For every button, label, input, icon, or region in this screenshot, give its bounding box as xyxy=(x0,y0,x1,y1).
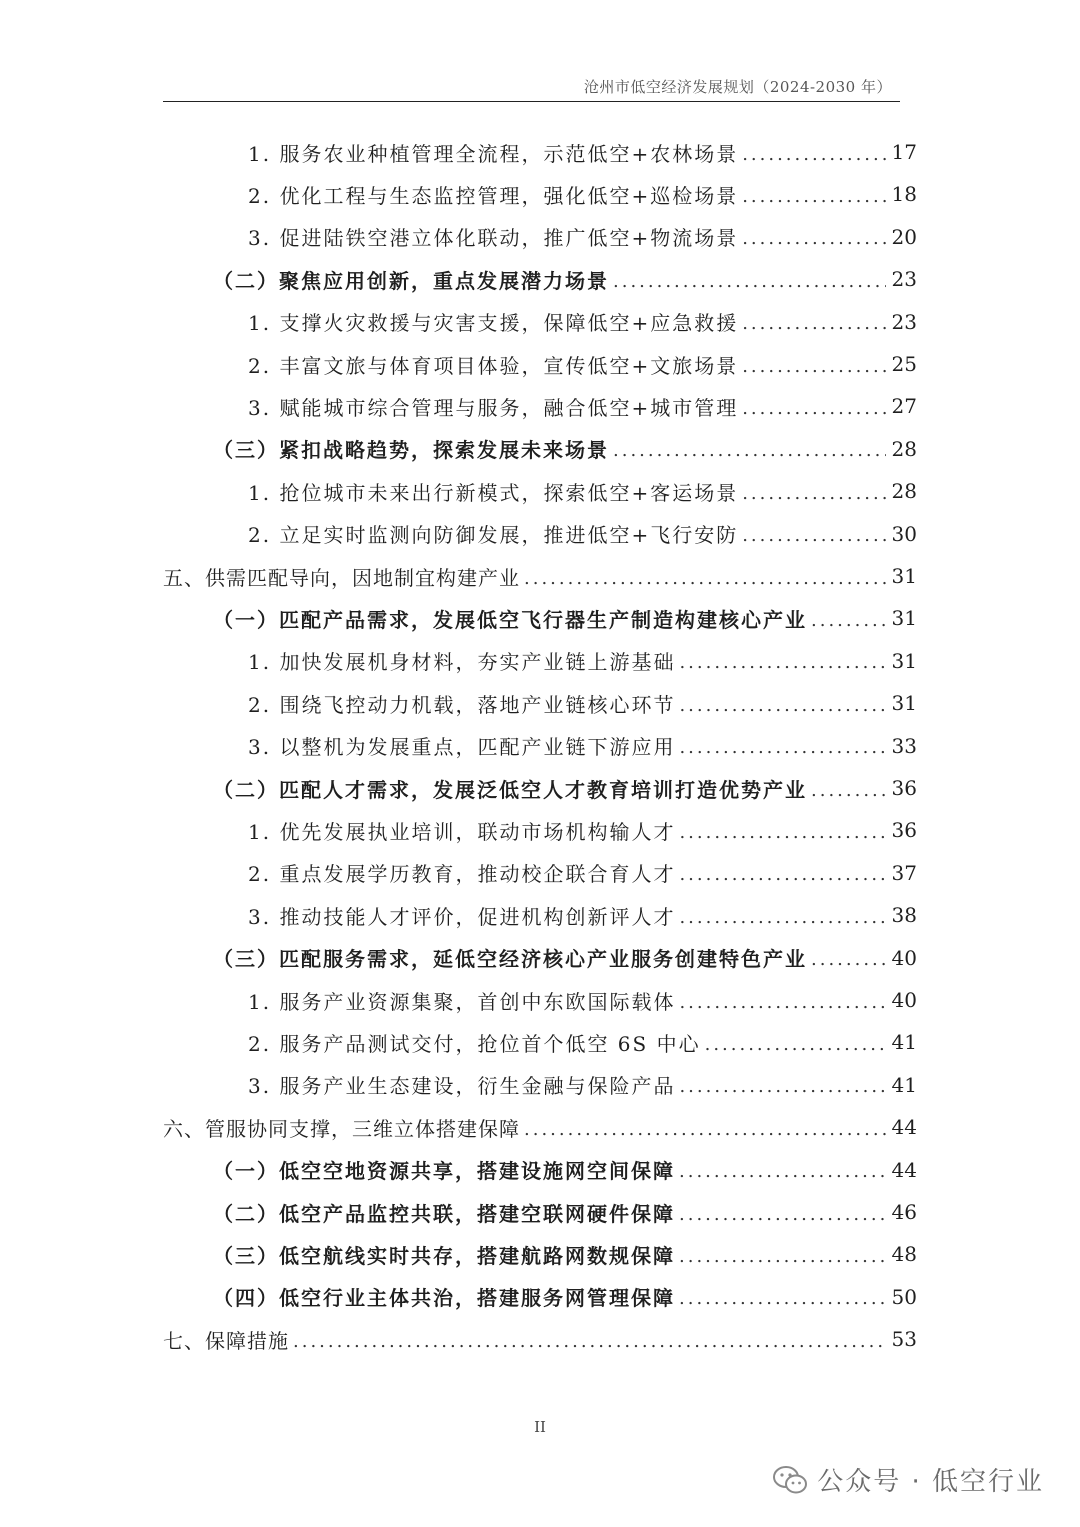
toc-entry-title: （三）匹配服务需求，延低空经济核心产业服务创建特色产业 xyxy=(213,947,807,972)
toc-entry-title: 2. 优化工程与生态监控管理，强化低空+巡检场景 xyxy=(248,183,739,208)
watermark-text: 公众号 · 低空行业 xyxy=(817,1467,1044,1497)
toc-entry[interactable] xyxy=(163,1106,917,1148)
toc-entry[interactable] xyxy=(248,682,917,724)
toc-entry-page: 53 xyxy=(891,1327,917,1352)
toc-entry-page: 20 xyxy=(891,224,917,249)
toc-dot-leader xyxy=(679,1076,885,1097)
toc-entry-page: 44 xyxy=(891,1157,917,1182)
toc-entry-page: 31 xyxy=(891,691,917,716)
toc-entry-page: 36 xyxy=(891,776,917,800)
toc-entry-page: 38 xyxy=(891,903,917,928)
toc-dot-leader xyxy=(679,737,885,758)
toc-entry-page: 30 xyxy=(891,521,917,546)
toc-entry-title: （一）低空空地资源共享，搭建设施网空间保障 xyxy=(213,1159,675,1184)
toc-entry[interactable] xyxy=(248,173,917,215)
toc-entry-title: 3. 赋能城市综合管理与服务，融合低空+城市管理 xyxy=(248,395,739,420)
toc-entry-title: （三）紧扣战略趋势，探索发展未来场景 xyxy=(213,438,609,463)
toc-entry-page: 28 xyxy=(891,479,917,504)
toc-entry-page: 18 xyxy=(891,182,917,207)
toc-entry[interactable] xyxy=(248,894,917,936)
toc-dot-leader xyxy=(679,1204,886,1225)
toc-dot-leader xyxy=(811,610,886,631)
toc-entry[interactable] xyxy=(248,640,917,682)
toc-entry[interactable] xyxy=(213,1276,917,1318)
toc-dot-leader xyxy=(811,949,886,970)
toc-entry-title: 1. 抢位城市未来出行新模式，探索低空+客运场景 xyxy=(248,480,739,505)
toc-entry-page: 25 xyxy=(891,352,917,376)
toc-dot-leader xyxy=(742,483,885,504)
toc-dot-leader xyxy=(679,695,885,716)
toc-entry-title: 2. 重点发展学历教育，推动校企联合育人才 xyxy=(248,862,676,887)
toc-dot-leader xyxy=(679,1288,886,1309)
toc-entry-title: （三）低空航线实时共存，搭建航路网数规保障 xyxy=(213,1243,675,1268)
toc-entry-page: 48 xyxy=(891,1242,917,1267)
toc-dot-leader xyxy=(679,992,885,1013)
toc-dot-leader xyxy=(524,568,886,589)
toc-entry-page: 17 xyxy=(891,140,917,164)
toc-dot-leader xyxy=(524,1119,886,1140)
toc-dot-leader xyxy=(613,440,886,461)
toc-entry-page: 31 xyxy=(891,606,917,631)
toc-dot-leader xyxy=(742,186,885,207)
toc-dot-leader xyxy=(742,313,885,334)
toc-entry-page: 27 xyxy=(891,394,917,419)
toc-entry-title: （四）低空行业主体共治，搭建服务网管理保障 xyxy=(213,1286,675,1311)
toc-dot-leader xyxy=(679,864,885,885)
toc-dot-leader xyxy=(293,1331,886,1352)
toc-entry-title: 1. 服务农业种植管理全流程，示范低空+农林场景 xyxy=(248,141,739,166)
toc-entry[interactable] xyxy=(213,1149,917,1191)
toc-entry[interactable] xyxy=(248,1064,917,1106)
page-number: II xyxy=(534,1418,546,1436)
toc-entry-page: 40 xyxy=(891,988,917,1012)
toc-dot-leader xyxy=(679,1161,886,1182)
toc-entry-page: 50 xyxy=(891,1284,917,1309)
toc-entry[interactable] xyxy=(248,131,917,173)
toc-entry-title: 3. 促进陆铁空港立体化联动，推广低空+物流场景 xyxy=(248,226,739,251)
toc-entry-page: 46 xyxy=(891,1200,917,1224)
toc-entry[interactable] xyxy=(163,1318,917,1360)
toc-entry[interactable] xyxy=(248,385,917,427)
toc-entry-page: 31 xyxy=(891,648,917,673)
toc-dot-leader xyxy=(679,822,885,843)
toc-entry-title: 3. 以整机为发展重点，匹配产业链下游应用 xyxy=(248,735,676,760)
toc-entry-title: 七、保障措施 xyxy=(163,1328,289,1353)
wechat-icon xyxy=(773,1465,807,1495)
toc-entry-page: 28 xyxy=(891,436,917,461)
toc-entry[interactable] xyxy=(248,301,917,343)
toc-entry[interactable] xyxy=(248,725,917,767)
toc-entry-title: 1. 优先发展执业培训，联动市场机构输人才 xyxy=(248,819,676,844)
toc-entry-title: 六、管服协同支撑，三维立体搭建保障 xyxy=(163,1116,520,1141)
toc-entry-page: 40 xyxy=(891,945,917,970)
toc-entry[interactable] xyxy=(248,979,917,1021)
toc-entry[interactable] xyxy=(248,513,917,555)
toc-entry[interactable] xyxy=(248,852,917,894)
toc-entry-title: （二）低空产品监控共联，搭建空联网硬件保障 xyxy=(213,1201,675,1226)
toc-dot-leader xyxy=(679,652,885,673)
toc-entry-title: 五、供需匹配导向，因地制宜构建产业 xyxy=(163,565,520,590)
toc-dot-leader xyxy=(742,144,885,165)
toc-dot-leader xyxy=(742,398,885,419)
toc-entry-title: 1. 服务产业资源集聚，首创中东欧国际载体 xyxy=(248,989,676,1014)
toc-entry[interactable] xyxy=(213,428,917,470)
toc-entry-page: 33 xyxy=(891,733,917,758)
toc-entry-title: 3. 服务产业生态建设，衍生金融与保险产品 xyxy=(248,1074,676,1099)
toc-entry-title: （二）匹配人才需求，发展泛低空人才教育培训打造优势产业 xyxy=(213,777,807,802)
toc-entry-title: 2. 丰富文旅与体育项目体验，宣传低空+文旅场景 xyxy=(248,353,739,378)
toc-entry-title: 1. 加快发展机身材料，夯实产业链上游基础 xyxy=(248,650,676,675)
toc-dot-leader xyxy=(679,1246,886,1267)
toc-entry-title: 2. 围绕飞控动力机载，落地产业链核心环节 xyxy=(248,692,676,717)
toc-entry[interactable] xyxy=(163,555,917,597)
toc-entry-title: （一）匹配产品需求，发展低空飞行器生产制造构建核心产业 xyxy=(213,607,807,632)
toc-dot-leader xyxy=(705,1034,886,1055)
toc-entry[interactable] xyxy=(213,258,917,300)
toc-entry-title: 1. 支撑火灾救援与灾害支援，保障低空+应急救援 xyxy=(248,311,739,336)
toc-entry-title: 3. 推动技能人才评价，促进机构创新评人才 xyxy=(248,904,676,929)
toc-entry[interactable] xyxy=(213,1233,917,1275)
toc-dot-leader xyxy=(613,271,886,292)
toc-entry-page: 23 xyxy=(891,267,917,292)
toc-entry[interactable] xyxy=(248,470,917,512)
toc-entry[interactable] xyxy=(248,216,917,258)
toc-entry[interactable] xyxy=(213,937,917,979)
toc-dot-leader xyxy=(811,780,886,801)
document-header-title: 沧州市低空经济发展规划（2024-2030 年） xyxy=(583,78,892,96)
toc-entry[interactable] xyxy=(213,767,917,809)
toc-dot-leader xyxy=(742,525,885,546)
toc-dot-leader xyxy=(742,228,885,249)
toc-entry[interactable] xyxy=(213,597,917,639)
toc-entry-page: 36 xyxy=(891,818,917,843)
toc-entry[interactable] xyxy=(213,1191,917,1233)
toc-entry[interactable] xyxy=(248,809,917,851)
watermark xyxy=(773,1461,1044,1498)
toc-entry[interactable] xyxy=(248,343,917,385)
toc-entry-title: 2. 服务产品测试交付，抢位首个低空 6S 中心 xyxy=(248,1031,701,1056)
toc-entry[interactable] xyxy=(248,1021,917,1063)
toc-entry-page: 41 xyxy=(891,1030,917,1055)
toc-entry-page: 37 xyxy=(891,860,917,885)
toc-entry-page: 41 xyxy=(891,1072,917,1097)
toc-entry-title: 2. 立足实时监测向防御发展，推进低空+飞行安防 xyxy=(248,523,739,548)
toc-entry-page: 44 xyxy=(891,1115,917,1140)
header-divider xyxy=(163,101,900,102)
toc-dot-leader xyxy=(742,356,885,377)
toc-dot-leader xyxy=(679,907,885,928)
toc-entry-page: 23 xyxy=(891,309,917,334)
toc-entry-page: 31 xyxy=(891,564,917,588)
toc-entry-title: （二）聚焦应用创新，重点发展潜力场景 xyxy=(213,268,609,293)
